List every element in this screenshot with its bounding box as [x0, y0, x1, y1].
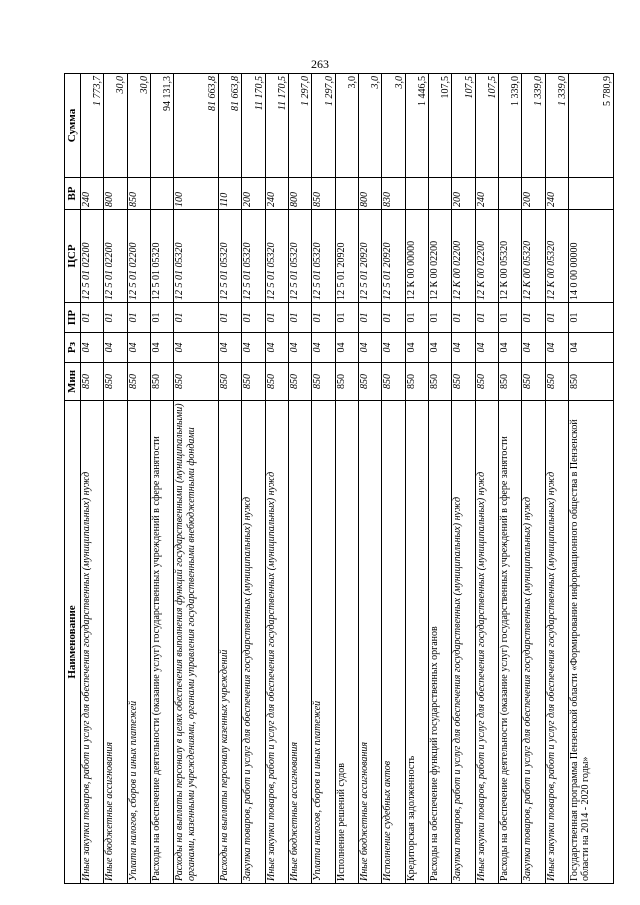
row-name: Расходы на обеспечение функций государственных органов	[429, 401, 452, 884]
row-min: 850	[452, 363, 475, 401]
row-rz: 04	[382, 333, 405, 363]
row-name: Исполнение решений судов	[335, 401, 358, 884]
row-csr: 12 5 01 05320	[219, 210, 242, 303]
row-vr	[405, 178, 428, 210]
row-name: Уплата налогов, сборов и иных платежей	[312, 401, 335, 884]
row-sum: 107,5	[429, 74, 452, 178]
row-rz: 04	[569, 333, 614, 363]
row-pr: 01	[545, 303, 568, 333]
row-pr: 01	[219, 303, 242, 333]
table-header-row	[65, 74, 81, 884]
table-row	[382, 74, 405, 884]
row-rz: 04	[81, 333, 104, 363]
row-rz: 04	[499, 333, 522, 363]
table-row	[242, 74, 265, 884]
row-csr: 12 5 01 05320	[174, 210, 219, 303]
row-rz: 04	[405, 333, 428, 363]
row-name: Иные закупки товаров, работ и услуг для обеспечения государственных (муниципальных) нужд	[81, 401, 104, 884]
row-csr: 12 5 01 02200	[81, 210, 104, 303]
row-rz: 04	[174, 333, 219, 363]
table-row	[81, 74, 104, 884]
row-name: Иные бюджетные ассигнования	[104, 401, 127, 884]
row-rz: 04	[289, 333, 312, 363]
row-rz: 04	[335, 333, 358, 363]
row-pr: 01	[312, 303, 335, 333]
table-row	[429, 74, 452, 884]
row-name: Закупка товаров, работ и услуг для обеспечения государственных (муниципальных) нужд	[452, 401, 475, 884]
row-pr: 01	[359, 303, 382, 333]
budget-table	[64, 73, 614, 884]
row-pr: 01	[127, 303, 150, 333]
row-name: Закупка товаров, работ и услуг для обеспечения государственных (муниципальных) нужд	[522, 401, 545, 884]
row-vr: 800	[289, 178, 312, 210]
row-name: Иные закупки товаров, работ и услуг для обеспечения государственных (муниципальных) нужд	[475, 401, 498, 884]
row-vr: 800	[359, 178, 382, 210]
row-sum: 30,0	[104, 74, 127, 178]
table-row	[289, 74, 312, 884]
row-sum: 1 297,0	[289, 74, 312, 178]
table-row	[475, 74, 498, 884]
row-sum: 1 339,0	[499, 74, 522, 178]
row-rz: 04	[219, 333, 242, 363]
row-min: 850	[359, 363, 382, 401]
row-min: 850	[219, 363, 242, 401]
table-row	[405, 74, 428, 884]
row-min: 850	[265, 363, 288, 401]
row-pr: 01	[104, 303, 127, 333]
row-csr: 12 5 01 05320	[312, 210, 335, 303]
row-min: 850	[242, 363, 265, 401]
row-csr: 12 К 00 00000	[405, 210, 428, 303]
row-vr: 850	[312, 178, 335, 210]
row-pr: 01	[335, 303, 358, 333]
row-sum: 3,0	[359, 74, 382, 178]
row-rz: 04	[545, 333, 568, 363]
row-pr: 01	[382, 303, 405, 333]
row-min: 850	[127, 363, 150, 401]
header-rz: Рз	[65, 333, 81, 363]
row-pr: 01	[289, 303, 312, 333]
row-name: Иные закупки товаров, работ и услуг для обеспечения государственных (муниципальных) нужд	[545, 401, 568, 884]
row-vr	[150, 178, 173, 210]
row-rz: 04	[359, 333, 382, 363]
row-pr: 01	[405, 303, 428, 333]
table-row	[569, 74, 614, 884]
row-csr: 14 0 00 00000	[569, 210, 614, 303]
row-rz: 04	[522, 333, 545, 363]
row-csr: 12 К 00 02200	[475, 210, 498, 303]
row-csr: 12 5 01 20920	[359, 210, 382, 303]
header-vr: ВР	[65, 178, 81, 210]
row-vr: 850	[127, 178, 150, 210]
row-sum: 1 773,7	[81, 74, 104, 178]
header-min: Мин	[65, 363, 81, 401]
table-row	[219, 74, 242, 884]
row-name: Расходы на выплаты персоналу в целях обеспечения выполнения функций государственными (муниципальными) органами, казенными учреждениями, органами управления государственными внебюджетными фондами	[174, 401, 219, 884]
table-row	[545, 74, 568, 884]
header-csr: ЦСР	[65, 210, 81, 303]
row-vr	[569, 178, 614, 210]
row-vr: 200	[242, 178, 265, 210]
row-min: 850	[545, 363, 568, 401]
row-csr: 12 5 01 20920	[335, 210, 358, 303]
row-vr: 240	[545, 178, 568, 210]
row-min: 850	[81, 363, 104, 401]
row-sum: 81 663,8	[174, 74, 219, 178]
row-vr: 240	[81, 178, 104, 210]
row-min: 850	[405, 363, 428, 401]
row-min: 850	[569, 363, 614, 401]
row-csr: 12 К 00 02200	[452, 210, 475, 303]
table-row	[104, 74, 127, 884]
row-min: 850	[335, 363, 358, 401]
row-pr: 01	[522, 303, 545, 333]
table-row	[452, 74, 475, 884]
row-name: Уплата налогов, сборов и иных платежей	[127, 401, 150, 884]
row-sum: 1 297,0	[312, 74, 335, 178]
table-row	[522, 74, 545, 884]
row-min: 850	[429, 363, 452, 401]
header-sum: Сумма	[65, 74, 81, 178]
row-name: Государственная программа Пензенской области «Формирование информационного общества в Пензенской области на 2014 - 2020 годы»	[569, 401, 614, 884]
table-row	[335, 74, 358, 884]
row-vr: 240	[265, 178, 288, 210]
row-sum: 11 170,5	[242, 74, 265, 178]
row-vr: 110	[219, 178, 242, 210]
row-csr: 12 5 01 05320	[242, 210, 265, 303]
row-min: 850	[104, 363, 127, 401]
row-pr: 01	[452, 303, 475, 333]
row-vr	[335, 178, 358, 210]
row-sum: 94 131,3	[150, 74, 173, 178]
row-csr: 12 К 00 05320	[522, 210, 545, 303]
row-min: 850	[312, 363, 335, 401]
table-body	[81, 74, 614, 884]
row-rz: 04	[475, 333, 498, 363]
header-pr: ПР	[65, 303, 81, 333]
row-rz: 04	[265, 333, 288, 363]
row-pr: 01	[475, 303, 498, 333]
row-name: Расходы на выплаты персоналу казенных учреждений	[219, 401, 242, 884]
table-row	[359, 74, 382, 884]
table-row	[265, 74, 288, 884]
row-name: Закупка товаров, работ и услуг для обеспечения государственных (муниципальных) нужд	[242, 401, 265, 884]
row-name: Иные закупки товаров, работ и услуг для обеспечения государственных (муниципальных) нужд	[265, 401, 288, 884]
table-row	[150, 74, 173, 884]
row-csr: 12 К 00 02200	[429, 210, 452, 303]
row-rz: 04	[242, 333, 265, 363]
row-pr: 01	[174, 303, 219, 333]
row-rz: 04	[452, 333, 475, 363]
row-vr	[429, 178, 452, 210]
row-sum: 1 446,5	[405, 74, 428, 178]
row-sum: 3,0	[382, 74, 405, 178]
row-sum: 5 780,9	[569, 74, 614, 178]
row-csr: 12 5 01 05320	[289, 210, 312, 303]
row-rz: 04	[429, 333, 452, 363]
row-vr: 800	[104, 178, 127, 210]
row-vr: 830	[382, 178, 405, 210]
row-min: 850	[499, 363, 522, 401]
row-min: 850	[475, 363, 498, 401]
row-sum: 11 170,5	[265, 74, 288, 178]
row-vr: 200	[522, 178, 545, 210]
table-row	[174, 74, 219, 884]
table-row	[127, 74, 150, 884]
row-csr: 12 5 01 02200	[104, 210, 127, 303]
row-sum: 3,0	[335, 74, 358, 178]
row-vr: 100	[174, 178, 219, 210]
row-csr: 12 5 01 05320	[150, 210, 173, 303]
table-row	[312, 74, 335, 884]
row-csr: 12 5 01 05320	[265, 210, 288, 303]
row-sum: 1 339,0	[545, 74, 568, 178]
row-pr: 01	[265, 303, 288, 333]
row-vr	[499, 178, 522, 210]
row-min: 850	[150, 363, 173, 401]
row-pr: 01	[569, 303, 614, 333]
row-sum: 81 663,8	[219, 74, 242, 178]
page-number: 263	[311, 57, 329, 71]
row-sum: 30,0	[127, 74, 150, 178]
row-pr: 01	[150, 303, 173, 333]
table-row	[499, 74, 522, 884]
row-min: 850	[382, 363, 405, 401]
row-csr: 12 К 00 05320	[499, 210, 522, 303]
budget-table-container	[64, 74, 614, 884]
row-name: Иные бюджетные ассигнования	[359, 401, 382, 884]
header-name: Наименование	[65, 401, 81, 884]
row-vr: 200	[452, 178, 475, 210]
row-pr: 01	[499, 303, 522, 333]
row-pr: 01	[81, 303, 104, 333]
row-csr: 12 К 00 05320	[545, 210, 568, 303]
row-rz: 04	[127, 333, 150, 363]
row-name: Исполнение судебных актов	[382, 401, 405, 884]
row-rz: 04	[150, 333, 173, 363]
rotated-table-frame	[64, 74, 614, 884]
row-min: 850	[522, 363, 545, 401]
row-min: 850	[174, 363, 219, 401]
row-name: Иные бюджетные ассигнования	[289, 401, 312, 884]
row-rz: 04	[312, 333, 335, 363]
row-sum: 107,5	[452, 74, 475, 178]
row-name: Расходы на обеспечение деятельности (оказание услуг) государственных учреждений в сфере занятости	[499, 401, 522, 884]
row-rz: 04	[104, 333, 127, 363]
row-name: Кредиторская задолженность	[405, 401, 428, 884]
row-min: 850	[289, 363, 312, 401]
row-sum: 107,5	[475, 74, 498, 178]
row-sum: 1 339,0	[522, 74, 545, 178]
row-name: Расходы на обеспечение деятельности (оказание услуг) государственных учреждений в сфере занятости	[150, 401, 173, 884]
row-pr: 01	[429, 303, 452, 333]
row-csr: 12 5 01 20920	[382, 210, 405, 303]
row-pr: 01	[242, 303, 265, 333]
row-csr: 12 5 01 02200	[127, 210, 150, 303]
row-vr: 240	[475, 178, 498, 210]
